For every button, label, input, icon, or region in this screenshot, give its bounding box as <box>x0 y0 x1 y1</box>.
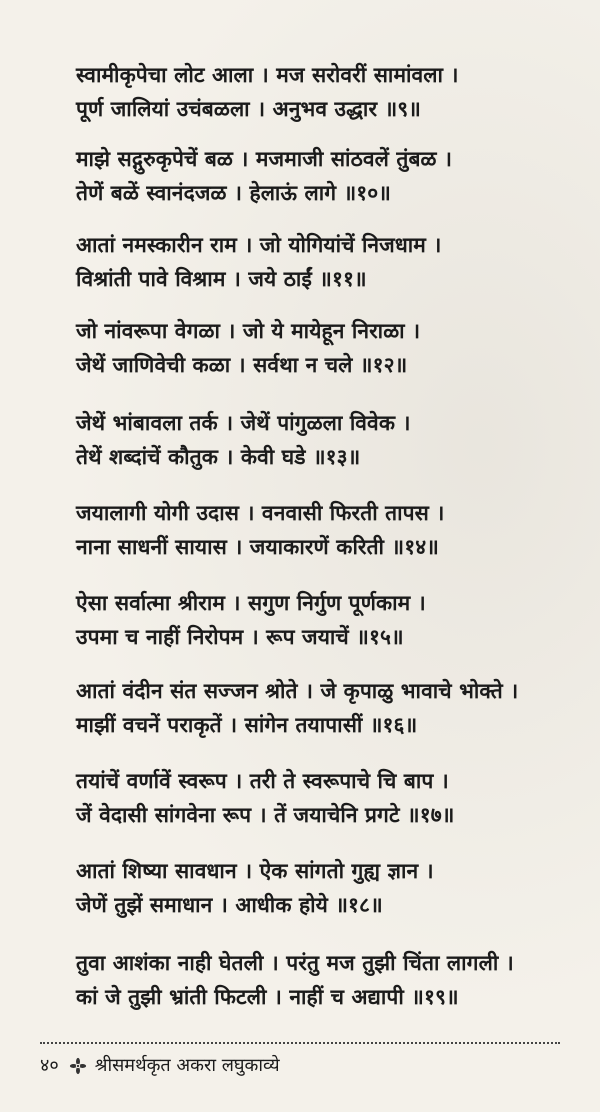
verse-11 <box>76 228 586 296</box>
verse-10 <box>76 142 586 210</box>
verse-line: पूर्ण जालियां उचंबळला । अनुभव उद्धार ॥९॥ <box>76 97 421 121</box>
page-footer <box>40 1053 280 1079</box>
verse-line: तेथें शब्दांचें कौतुक । केवी घडे ॥१३॥ <box>76 445 361 469</box>
verse-13 <box>76 406 586 474</box>
verse-line: आतां वंदीन संत सज्जन श्रोते । जे कृपाळु भावाचे भोक्ते । <box>76 679 519 703</box>
verse-15 <box>76 586 586 654</box>
verse-line: माझीं वचनें पराकृतें । सांगेन तयापासीं ॥१६॥ <box>76 713 418 737</box>
verse-line: जेथें जाणिवेची कळा । सर्वथा न चले ॥१२॥ <box>76 353 408 377</box>
verse-line: कां जे तुझी भ्रांती फिटली । नाहीं च अद्यापी ॥१९॥ <box>76 985 459 1009</box>
verse-line: जयालागी योगी उदास । वनवासी फिरती तापस । <box>76 501 445 525</box>
verse-line: आतां नमस्कारीन राम । जो योगियांचें निजधाम । <box>76 233 442 257</box>
verse-12 <box>76 314 586 382</box>
verse-line: ऐसा सर्वात्मा श्रीराम । सगुण निर्गुण पूर्णकाम । <box>76 591 426 615</box>
verse-line: नाना साधनीं सायास । जयाकारणें करिती ॥१४॥ <box>76 535 439 559</box>
verse-line: विश्रांती पावे विश्राम । जये ठाईं ॥११॥ <box>76 267 367 291</box>
verse-17 <box>76 764 586 832</box>
verse-14 <box>76 496 586 564</box>
verse-line: जेथें भांबावला तर्क । जेथें पांगुळला विवेक । <box>76 411 411 435</box>
verse-line: उपमा च नाहीं निरोपम । रूप जयाचें ॥१५॥ <box>76 625 404 649</box>
footer-divider <box>40 1042 560 1044</box>
verse-19 <box>76 946 586 1014</box>
book-title: श्रीसमर्थकृत अकरा लघुकाव्ये <box>94 1055 280 1076</box>
verse-9 <box>76 58 586 126</box>
verse-line: माझे सद्गुरुकृपेचें बळ । मजमाजी सांठवलें तुंबळ । <box>76 147 453 171</box>
verse-18 <box>76 854 586 922</box>
page-number: ४० <box>40 1055 59 1076</box>
verse-line: आतां शिष्या सावधान । ऐक सांगतो गुह्य ज्ञान । <box>76 859 434 883</box>
verse-line: जेणें तुझें समाधान । आधीक होये ॥१८॥ <box>76 893 383 917</box>
verse-line: तयांचें वर्णावें स्वरूप । तरी ते स्वरूपाचे चि बाप । <box>76 769 449 793</box>
verse-line: तेणें बळें स्वानंदजळ । हेलाऊं लागे ॥१०॥ <box>76 181 391 205</box>
verse-line: जें वेदासी सांगवेना रूप । तें जयाचेनि प्रगटे ॥१७॥ <box>76 803 455 827</box>
verse-line: स्वामीकृपेचा लोट आला । मज सरोवरीं सामांवला । <box>76 63 459 87</box>
verse-16 <box>76 674 586 742</box>
verse-line: तुवा आशंका नाही घेतली । परंतु मज तुझी चिंता लागली । <box>76 951 514 975</box>
flower-ornament-icon <box>69 1057 87 1075</box>
verse-line: जो नांवरूपा वेगळा । जो ये मायेहून निराळा । <box>76 319 421 343</box>
